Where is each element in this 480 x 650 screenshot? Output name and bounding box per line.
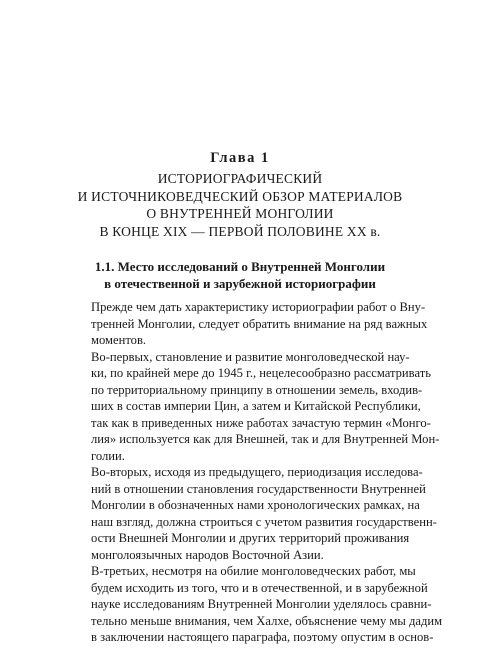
chapter-title-line: И ИСТОЧНИКОВЕДЧЕСКИЙ ОБЗОР МАТЕРИАЛОВ	[77, 188, 403, 204]
paragraph-line: так как в приведенных ниже работах зачастую термин «Монго-	[91, 415, 431, 430]
paragraph-line: в заключении настоящего параграфа, поэтому опустим в основ-	[91, 630, 434, 644]
paragraph-line: голии.	[91, 448, 125, 463]
paragraph-line: тельно меньше внимания, чем Халхе, объяснение чему мы дадим	[91, 613, 443, 628]
chapter-title	[60, 170, 420, 240]
paragraph-line: лия» используется как для Внешней, так и для Внутренней Мон-	[91, 432, 440, 446]
body-text	[91, 299, 443, 646]
paragraph-line: Во-первых, становление и развитие монголоведческой нау-	[91, 349, 410, 364]
paragraph-line: по территориальному принципу в отношении земель, входив-	[91, 382, 423, 397]
section-title-line: в отечественной и зарубежной историографии	[104, 276, 376, 291]
paragraph-line: науке исследованиям Внутренней Монголии уделялось сравни-	[91, 597, 432, 611]
section-title-line: 1.1. Место исследований о Внутренней Монголии	[94, 259, 386, 274]
paragraph-line: ний в отношении становления государственности Внутренней	[91, 481, 426, 496]
paragraph-line: Прежде чем дать характеристику историографии работ о Вну-	[91, 300, 426, 314]
paragraph-line: наш взгляд, должна строиться с учетом развития государственн-	[91, 514, 437, 529]
paragraph-line: ки, по крайней мере до 1945 г., нецелесообразно рассматривать	[91, 366, 431, 380]
chapter-title-line: В КОНЦЕ XIX — ПЕРВОЙ ПОЛОВИНЕ XX в.	[99, 223, 381, 239]
section-title	[70, 258, 410, 292]
paragraph-line: моментов.	[91, 333, 147, 347]
chapter-title-line: О ВНУТРЕННЕЙ МОНГОЛИИ	[146, 206, 334, 221]
chapter-title-line: ИСТОРИОГРАФИЧЕСКИЙ	[157, 171, 323, 186]
paragraph-line: будем исходить из того, что и в отечественной, и в зарубежной	[91, 580, 428, 595]
paragraph-line: Во-вторых, исходя из предыдущего, периодизация исследова-	[91, 465, 423, 479]
paragraph-line: Монголии в обозначенных нами хронологических рамках, на	[91, 498, 420, 512]
paragraph-line: ших в состав империи Цин, а затем и Китайской Республики,	[91, 399, 421, 413]
chapter-label: Глава 1	[210, 150, 270, 166]
paragraph-line: тренней Монголии, следует обратить внимание на ряд важных	[91, 316, 428, 331]
paragraph-line: монголоязычных народов Восточной Азии.	[91, 547, 324, 562]
paragraph-line: В-третьих, несмотря на обилие монголоведческих работ, мы	[91, 564, 416, 578]
paragraph-line: ости Внешней Монголии и других территорий проживания	[91, 531, 410, 545]
